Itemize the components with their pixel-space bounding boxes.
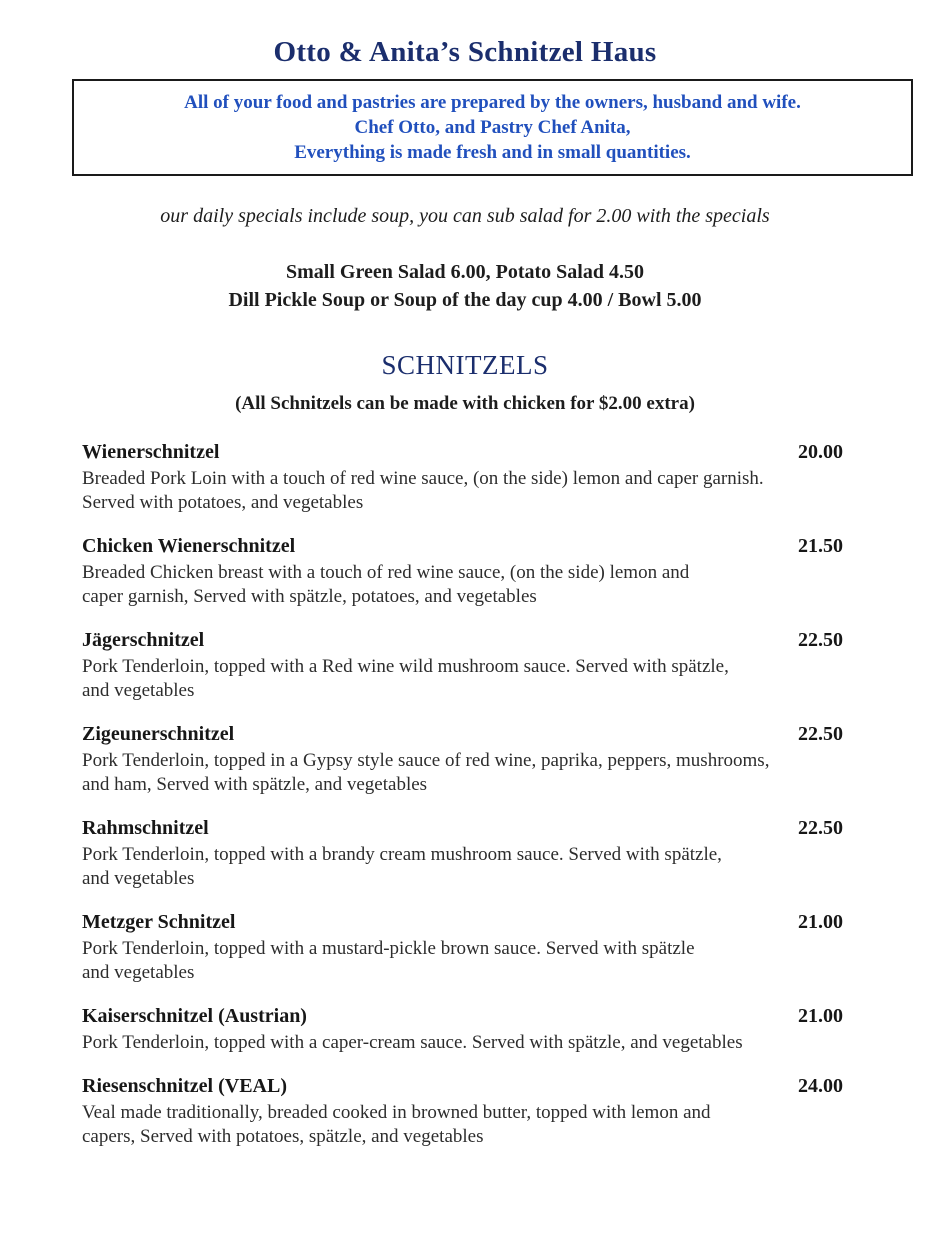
item-description-line: and vegetables xyxy=(82,680,195,701)
sides-line: Dill Pickle Soup or Soup of the day cup 4.00 / Bowl 5.00 xyxy=(228,289,702,311)
item-head xyxy=(82,1003,843,1029)
item-price: 21.00 xyxy=(798,1005,843,1027)
item-description-line: Breaded Chicken breast with a touch of red wine sauce, (on the side) lemon and xyxy=(82,562,690,583)
item-description-line: Pork Tenderloin, topped with a mustard-pickle brown sauce. Served with spätzle xyxy=(82,938,695,959)
menu-item-zigeunerschnitzel xyxy=(82,721,843,797)
item-name: Rahmschnitzel xyxy=(82,817,209,839)
item-description xyxy=(82,749,843,797)
item-name: Jägerschnitzel xyxy=(82,629,205,651)
item-description-line: and ham, Served with spätzle, and vegetables xyxy=(82,774,428,795)
item-head xyxy=(82,721,843,747)
item-name: Zigeunerschnitzel xyxy=(82,723,235,745)
item-price: 21.50 xyxy=(798,535,843,557)
item-price: 22.50 xyxy=(798,629,843,651)
menu-item-kaiserschnitzel xyxy=(82,1003,843,1055)
item-name: Chicken Wienerschnitzel xyxy=(82,535,296,557)
item-description-line: capers, Served with potatoes, spätzle, and vegetables xyxy=(82,1126,484,1147)
item-description xyxy=(82,843,843,891)
item-description-line: Pork Tenderloin, topped with a Red wine wild mushroom sauce. Served with spätzle, xyxy=(82,656,729,677)
menu-page xyxy=(0,36,930,1149)
item-head xyxy=(82,533,843,559)
item-description-line: and vegetables xyxy=(82,962,195,983)
menu-item-metzger-schnitzel xyxy=(82,909,843,985)
section-note: (All Schnitzels can be made with chicken for $2.00 extra) xyxy=(235,393,695,414)
menu-item-jagerschnitzel xyxy=(82,627,843,703)
item-price: 24.00 xyxy=(798,1075,843,1097)
section-heading-schnitzels: SCHNITZELS xyxy=(381,350,549,380)
menu-item-chicken-wienerschnitzel xyxy=(82,533,843,609)
item-description xyxy=(82,655,843,703)
intro-line: Chef Otto, and Pastry Chef Anita, xyxy=(354,117,631,138)
item-description-line: Breaded Pork Loin with a touch of red wine sauce, (on the side) lemon and caper garnish. xyxy=(82,468,764,489)
item-price: 21.00 xyxy=(798,911,843,933)
item-description-line: Pork Tenderloin, topped with a caper-cream sauce. Served with spätzle, and vegetables xyxy=(82,1032,743,1053)
item-head xyxy=(82,1073,843,1099)
item-description-line: caper garnish, Served with spätzle, potatoes, and vegetables xyxy=(82,586,537,607)
item-description-line: Pork Tenderloin, topped with a brandy cream mushroom sauce. Served with spätzle, xyxy=(82,844,722,865)
item-name: Kaiserschnitzel (Austrian) xyxy=(82,1005,307,1027)
page-title: Otto & Anita’s Schnitzel Haus xyxy=(273,36,657,68)
item-description xyxy=(82,467,843,515)
item-price: 22.50 xyxy=(798,817,843,839)
item-description xyxy=(82,1101,843,1149)
item-price: 20.00 xyxy=(798,441,843,463)
daily-specials-note: our daily specials include soup, you can sub salad for 2.00 with the specials xyxy=(160,205,770,227)
item-name: Wienerschnitzel xyxy=(82,441,220,463)
item-description xyxy=(82,937,843,985)
intro-line: All of your food and pastries are prepared by the owners, husband and wife. xyxy=(184,92,801,113)
menu-item-rahmschnitzel xyxy=(82,815,843,891)
menu-items-list xyxy=(82,439,843,1149)
item-name: Metzger Schnitzel xyxy=(82,911,236,933)
item-head xyxy=(82,439,843,465)
item-name: Riesenschnitzel (VEAL) xyxy=(82,1075,287,1097)
item-head xyxy=(82,909,843,935)
item-head xyxy=(82,815,843,841)
item-head xyxy=(82,627,843,653)
item-description-line: Served with potatoes, and vegetables xyxy=(82,492,364,513)
item-description-line: Pork Tenderloin, topped in a Gypsy style sauce of red wine, paprika, peppers, mushrooms, xyxy=(82,750,770,771)
item-price: 22.50 xyxy=(798,723,843,745)
sides-line: Small Green Salad 6.00, Potato Salad 4.50 xyxy=(286,261,644,283)
item-description xyxy=(82,1031,843,1055)
intro-box xyxy=(72,79,913,176)
intro-line: Everything is made fresh and in small quantities. xyxy=(294,142,691,163)
sides-and-soups xyxy=(0,258,930,314)
menu-item-wienerschnitzel xyxy=(82,439,843,515)
item-description xyxy=(82,561,843,609)
menu-item-riesenschnitzel xyxy=(82,1073,843,1149)
item-description-line: Veal made traditionally, breaded cooked in browned butter, topped with lemon and xyxy=(82,1102,711,1123)
item-description-line: and vegetables xyxy=(82,868,195,889)
